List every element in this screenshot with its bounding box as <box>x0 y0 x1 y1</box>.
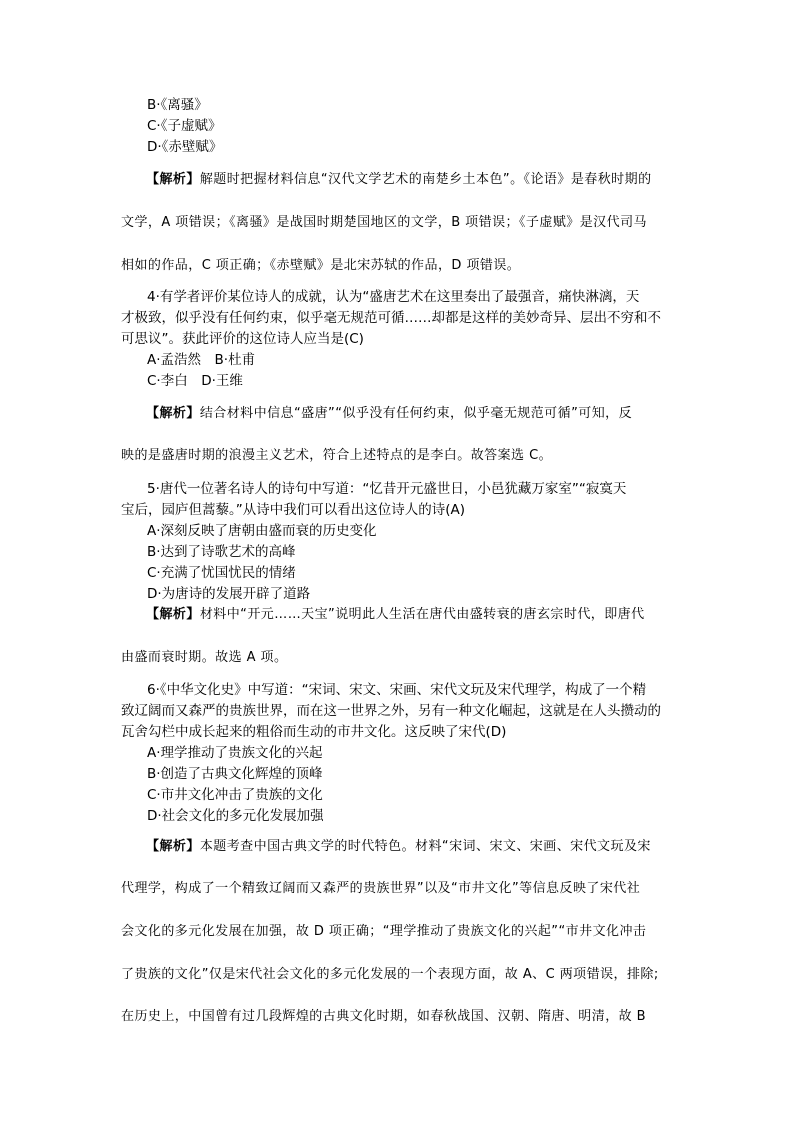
q6-analysis-line-3: 会文化的多元化发展在加强，故 D 项正确；“理学推动了贵族文化的兴起”“市井文化冲击 <box>121 924 647 939</box>
q3-analysis-line-2: 文学，A 项错误；《离骚》是战国时期楚国地区的文学，B 项错误；《子虚赋》是汉代司马 <box>121 215 647 230</box>
q4-stem-line-3: 可思议”。获此评价的这位诗人应当是(C) <box>121 331 364 347</box>
q3-option-c: C·《子虚赋》 <box>147 118 222 134</box>
q6-stem-line-1: 6·《中华文化史》中写道：“宋词、宋文、宋画、宋代文玩及宋代理学，构成了一个精 <box>147 682 647 698</box>
q6-option-b: B·创造了古典文化辉煌的顶峰 <box>147 766 323 782</box>
q6-option-d: D·社会文化的多元化发展加强 <box>147 808 324 824</box>
q3-analysis-line-3: 相如的作品，C 项正确；《赤壁赋》是北宋苏轼的作品，D 项错误。 <box>121 258 521 273</box>
q4-options-cd: C·李白 D·王维 <box>147 373 243 389</box>
analysis-tag: 【解析】 <box>146 607 200 622</box>
q6-analysis-line-2: 代理学，构成了一个精致辽阔而又森严的贵族世界”以及“市井文化”等信息反映了宋代社 <box>121 881 641 896</box>
q6-stem-line-3: 瓦舍勾栏中成长起来的粗俗而生动的市井文化。这反映了宋代(D) <box>121 724 507 740</box>
q3-option-b: B·《离骚》 <box>147 97 208 113</box>
q6-analysis-line-5: 在历史上，中国曾有过几段辉煌的古典文化时期，如春秋战国、汉朝、隋唐、明清，故 B <box>121 1009 647 1024</box>
q5-option-c: C·充满了忧国忧民的情绪 <box>147 565 296 581</box>
q6-option-c: C·市井文化冲击了贵族的文化 <box>147 787 323 803</box>
q6-analysis-line-1: 【解析】本题考查中国古典文学的时代特色。材料“宋词、宋文、宋画、宋代文玩及宋 <box>146 839 651 854</box>
q5-option-a: A·深刻反映了唐朝由盛而衰的历史变化 <box>147 523 377 539</box>
q6-option-a: A·理学推动了贵族文化的兴起 <box>147 745 323 761</box>
q6-analysis-line-4: 了贵族的文化”仅是宋代社会文化的多元化发展的一个表现方面，故 A、C 两项错误，排除; <box>121 967 659 982</box>
q4-options-ab: A·孟浩然 B·杜甫 <box>147 352 256 368</box>
q3-analysis-line-1: 【解析】解题时把握材料信息“汉代文学艺术的南楚乡土本色”。《论语》是春秋时期的 <box>146 172 652 187</box>
q5-option-d: D·为唐诗的发展开辟了道路 <box>147 586 311 602</box>
q5-stem-line-2: 宝后，园庐但蒿藜。”从诗中我们可以看出这位诗人的诗(A) <box>121 502 466 518</box>
analysis-tag: 【解析】 <box>146 406 200 421</box>
q5-analysis-line-2: 由盛而衰时期。故选 A 项。 <box>121 650 288 665</box>
q4-stem-line-2: 才极致，似乎没有任何约束，似乎毫无规范可循……却都是这样的美妙奇异、层出不穷和不 <box>121 310 661 326</box>
q4-analysis-line-2: 映的是盛唐时期的浪漫主义艺术，符合上述特点的是李白。故答案选 C。 <box>121 448 553 463</box>
q4-stem-line-1: 4·有学者评价某位诗人的成就，认为“盛唐艺术在这里奏出了最强音，痛快淋漓，天 <box>147 289 640 305</box>
q3-option-d: D·《赤壁赋》 <box>147 139 223 155</box>
q5-option-b: B·达到了诗歌艺术的高峰 <box>147 544 296 560</box>
q6-stem-line-2: 致辽阔而又森严的贵族世界，而在这一世界之外，另有一种文化崛起，这就是在人头攒动的 <box>121 703 661 719</box>
analysis-tag: 【解析】 <box>146 172 200 187</box>
analysis-tag: 【解析】 <box>146 839 200 854</box>
q5-analysis-line-1: 【解析】材料中“开元……天宝”说明此人生活在唐代由盛转衰的唐玄宗时代，即唐代 <box>146 607 645 622</box>
q5-stem-line-1: 5·唐代一位著名诗人的诗句中写道：“忆昔开元盛世日，小邑犹藏万家室”“寂寞天 <box>147 481 627 497</box>
q4-analysis-line-1: 【解析】结合材料中信息“盛唐”“似乎没有任何约束，似乎毫无规范可循”可知，反 <box>146 406 633 421</box>
